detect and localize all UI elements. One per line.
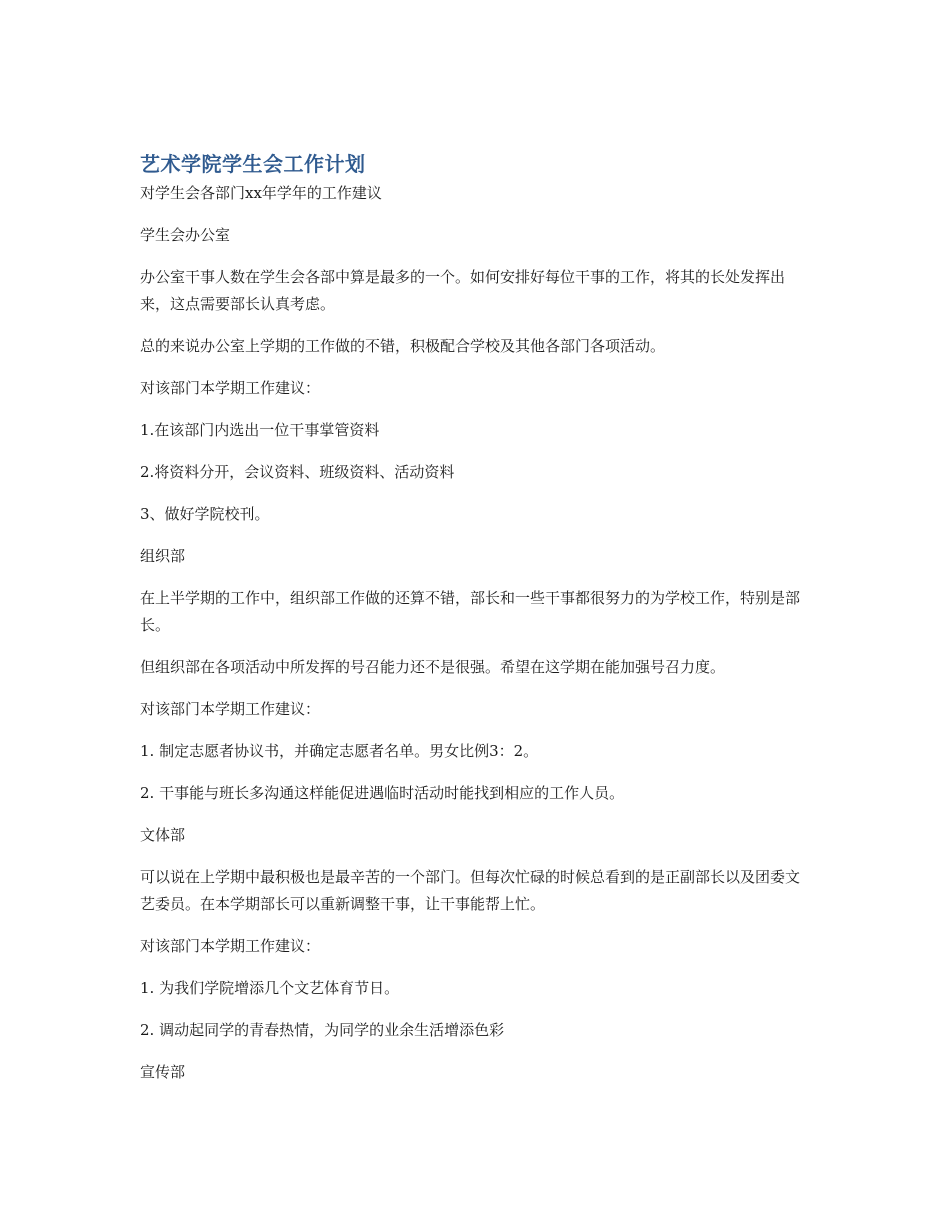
document-title: 艺术学院学生会工作计划 <box>140 152 366 176</box>
list-item: 3、做好学院校刊。 <box>140 505 270 523</box>
suggestions-heading: 对该部门本学期工作建议： <box>140 937 321 955</box>
section-heading-sports-arts: 文体部 <box>140 826 186 844</box>
section-heading-organization: 组织部 <box>140 547 186 565</box>
paragraph: 办公室干事人数在学生会各部中算是最多的一个。如何安排好每位干事的工作，将其的长处发挥出来，这点需要部长认真考虑。 <box>140 268 786 313</box>
paragraph: 可以说在上学期中最积极也是最辛苦的一个部门。但每次忙碌的时候总看到的是正副部长以及团委文艺委员。在本学期部长可以重新调整干事，让干事能帮上忙。 <box>140 868 801 913</box>
section-heading-publicity: 宣传部 <box>140 1063 186 1081</box>
paragraph: 总的来说办公室上学期的工作做的不错，积极配合学校及其他各部门各项活动。 <box>140 337 666 355</box>
list-item: 2. 调动起同学的青春热情，为同学的业余生活增添色彩 <box>140 1021 505 1039</box>
paragraph: 但组织部在各项活动中所发挥的号召能力还不是很强。希望在这学期在能加强号召力度。 <box>140 658 726 676</box>
suggestions-heading: 对该部门本学期工作建议： <box>140 379 321 397</box>
list-item: 2.将资料分开，会议资料、班级资料、活动资料 <box>140 463 455 481</box>
list-item: 1. 制定志愿者协议书，并确定志愿者名单。男女比例3：2。 <box>140 742 539 760</box>
paragraph: 在上半学期的工作中，组织部工作做的还算不错，部长和一些干事都很努力的为学校工作，特别是部长。 <box>140 589 801 634</box>
document-body <box>140 150 812 1101</box>
intro-line: 对学生会各部门xx年学年的工作建议 <box>140 184 382 202</box>
list-item: 1.在该部门内选出一位干事掌管资料 <box>140 421 380 439</box>
section-heading-office: 学生会办公室 <box>140 226 231 244</box>
list-item: 1. 为我们学院增添几个文艺体育节日。 <box>140 979 400 997</box>
list-item: 2. 干事能与班长多沟通这样能促进遇临时活动时能找到相应的工作人员。 <box>140 784 625 802</box>
suggestions-heading: 对该部门本学期工作建议： <box>140 700 321 718</box>
